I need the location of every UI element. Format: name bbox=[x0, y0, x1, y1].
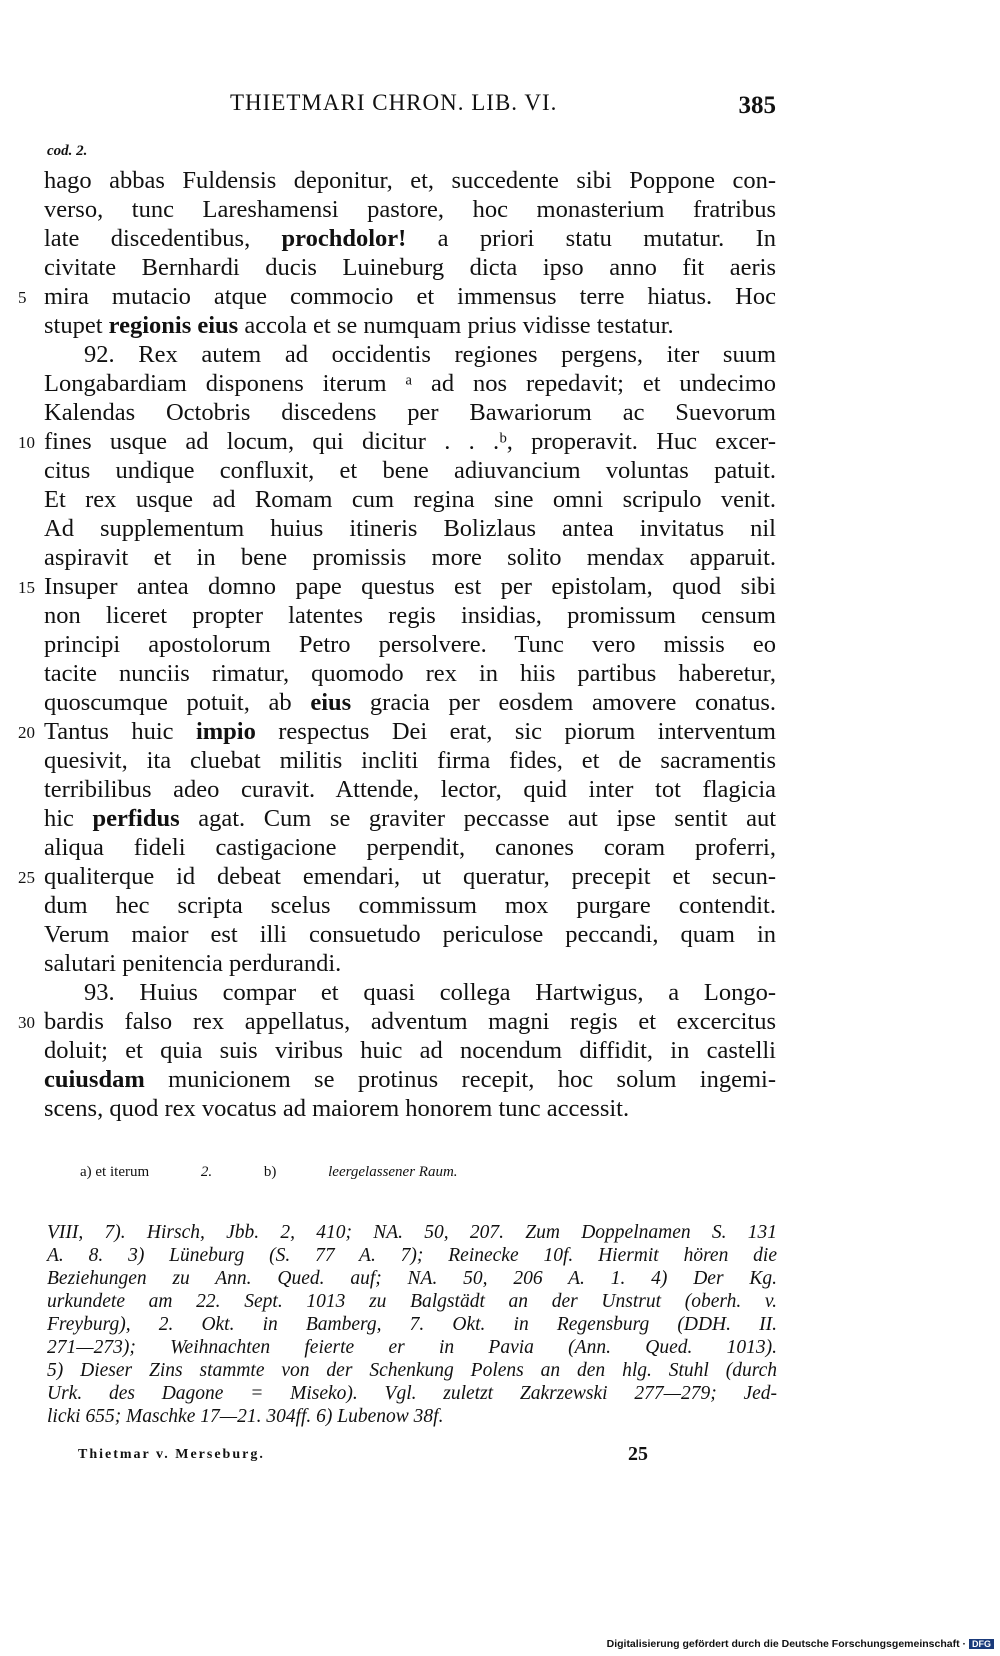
line-text: stupet regionis eius accola et se numquam prius vidisse testatur. bbox=[44, 312, 674, 339]
line-number: 30 bbox=[18, 1013, 35, 1032]
line-text: Insuper antea domno pape questus est per epistolam, quod sibi bbox=[44, 573, 776, 600]
line-text: Longabardiam disponens iterum ᵃ ad nos repedavit; et undecimo bbox=[44, 370, 776, 397]
footnote-line: A. 8. 3) Lüneburg (S. 77 A. 7); Reinecke 10f. Hiermit hören die bbox=[47, 1245, 777, 1266]
text-line bbox=[44, 340, 776, 369]
text-line bbox=[18, 427, 776, 456]
apparatus-a-label: a) et iterum bbox=[80, 1164, 150, 1180]
line-text: non liceret propter latentes regis insidias, promissum censum bbox=[44, 602, 776, 629]
text-line bbox=[44, 978, 776, 1007]
text-line bbox=[18, 1007, 776, 1036]
text-line bbox=[44, 920, 776, 949]
line-text: citus undique confluxit, et bene adiuvancium voluntas patuit. bbox=[44, 457, 776, 484]
main-text bbox=[18, 166, 776, 1123]
credit-text: Digitalisierung gefördert durch die Deutsche Forschungsgemeinschaft · bbox=[606, 1638, 966, 1650]
text-line bbox=[44, 543, 776, 572]
line-text: principi apostolorum Petro persolvere. Tunc vero missis eo bbox=[44, 631, 776, 658]
line-text: Et rex usque ad Romam cum regina sine omni scripulo venit. bbox=[44, 486, 776, 513]
line-text: mira mutacio atque commocio et immensus terre hiatus. Hoc bbox=[44, 283, 776, 310]
text-line bbox=[44, 659, 776, 688]
text-line bbox=[18, 862, 776, 891]
text-line bbox=[44, 601, 776, 630]
line-text: aspiravit et in bene promissis more solito mendax apparuit. bbox=[44, 544, 776, 571]
apparatus-b-ref: leergelassener Raum. bbox=[328, 1164, 458, 1180]
text-line bbox=[18, 282, 776, 311]
text-line bbox=[44, 804, 776, 833]
line-number: 5 bbox=[18, 288, 27, 307]
text-line bbox=[44, 311, 776, 340]
line-text: 92. Rex autem ad occidentis regiones pergens, iter suum bbox=[84, 341, 776, 368]
text-line bbox=[44, 166, 776, 195]
apparatus-a-ref: 2. bbox=[200, 1164, 213, 1180]
sheet-number: 25 bbox=[628, 1443, 648, 1465]
line-text: dum hec scripta scelus commissum mox purgare contendit. bbox=[44, 892, 776, 919]
line-text: cuiusdam municionem se protinus recepit, hoc solum ingemi- bbox=[44, 1066, 776, 1093]
apparatus-b-label: b) bbox=[263, 1164, 277, 1180]
line-number: 15 bbox=[18, 578, 35, 597]
line-text: qualiterque id debeat emendari, ut queratur, precepit et secun- bbox=[44, 863, 776, 890]
line-text: quoscumque potuit, ab eius gracia per eosdem amovere conatus. bbox=[44, 689, 776, 716]
digitization-credit bbox=[607, 1638, 994, 1650]
text-line bbox=[44, 833, 776, 862]
text-line bbox=[44, 195, 776, 224]
line-text: 93. Huius compar et quasi collega Hartwigus, a Longo- bbox=[84, 979, 776, 1006]
critical-apparatus bbox=[80, 1164, 680, 1181]
footnote-line: Urk. des Dagone = Miseko). Vgl. zuletzt Zakrzewski 277—279; Jed- bbox=[47, 1383, 777, 1404]
text-line bbox=[44, 775, 776, 804]
text-line bbox=[44, 1065, 776, 1094]
text-line bbox=[44, 514, 776, 543]
line-text: civitate Bernhardi ducis Luineburg dicta ipso anno fit aeris bbox=[44, 254, 776, 281]
line-text: hic perfidus agat. Cum se graviter peccasse aut ipse sentit aut bbox=[44, 805, 776, 832]
footnote-line: urkundete am 22. Sept. 1013 zu Balgstädt an der Unstrut (oberh. v. bbox=[47, 1291, 777, 1312]
line-text: salutari penitencia perdurandi. bbox=[44, 950, 342, 977]
footnote-line: licki 655; Maschke 17—21. 304ff. 6) Lubenow 38f. bbox=[47, 1406, 444, 1427]
line-text: Verum maior est illi consuetudo periculose peccandi, quam in bbox=[44, 921, 776, 948]
footnote-line: VIII, 7). Hirsch, Jbb. 2, 410; NA. 50, 207. Zum Doppelnamen S. 131 bbox=[47, 1222, 777, 1243]
text-line bbox=[44, 253, 776, 282]
footnote-line: Freyburg), 2. Okt. in Bamberg, 7. Okt. in Regensburg (DDH. II. bbox=[47, 1314, 777, 1335]
footnote-line: Beziehungen zu Ann. Qued. auf; NA. 50, 206 A. 1. 4) Der Kg. bbox=[47, 1268, 777, 1289]
line-text: Tantus huic impio respectus Dei erat, sic piorum interventum bbox=[44, 718, 776, 745]
line-text: aliqua fideli castigacione perpendit, canones coram proferri, bbox=[44, 834, 776, 861]
page-footer bbox=[78, 1443, 658, 1467]
line-number: 10 bbox=[18, 433, 35, 452]
line-text: hago abbas Fuldensis deponitur, et, succedente sibi Poppone con- bbox=[44, 167, 776, 194]
footnote-line: 271—273); Weihnachten feierte er in Pavia (Ann. Qued. 1013). bbox=[47, 1337, 777, 1358]
line-text: fines usque ad locum, qui dicitur . . .ᵇ, properavit. Huc excer- bbox=[44, 428, 776, 455]
text-line bbox=[44, 688, 776, 717]
line-text: tacite nunciis rimatur, quomodo rex in hiis partibus haberetur, bbox=[44, 660, 776, 687]
text-line bbox=[44, 1036, 776, 1065]
codex-note: cod. 2. bbox=[47, 143, 88, 159]
text-line bbox=[44, 630, 776, 659]
line-text: bardis falso rex appellatus, adventum magni regis et excercitus bbox=[44, 1008, 776, 1035]
line-text: Kalendas Octobris discedens per Bawariorum ac Suevorum bbox=[44, 399, 776, 426]
historical-footnotes bbox=[47, 1221, 777, 1428]
text-line bbox=[44, 369, 776, 398]
page-number: 385 bbox=[738, 92, 776, 119]
footnote-line: 5) Dieser Zins stammte von der Schenkung Polens an den hlg. Stuhl (durch bbox=[47, 1360, 777, 1381]
line-number: 25 bbox=[18, 868, 35, 887]
text-line bbox=[44, 398, 776, 427]
text-line bbox=[18, 572, 776, 601]
text-line bbox=[44, 224, 776, 253]
page-header bbox=[200, 90, 790, 130]
line-text: terribilibus adeo curavit. Attende, lector, quid inter tot flagicia bbox=[44, 776, 776, 803]
text-line bbox=[44, 746, 776, 775]
text-line bbox=[18, 717, 776, 746]
apparatus-note-b bbox=[264, 1164, 458, 1180]
running-title: THIETMARI CHRON. LIB. VI. bbox=[230, 90, 558, 115]
line-text: verso, tunc Lareshamensi pastore, hoc monasterium fratribus bbox=[44, 196, 776, 223]
text-line bbox=[44, 485, 776, 514]
text-line bbox=[44, 1094, 776, 1123]
line-text: late discedentibus, prochdolor! a priori statu mutatur. In bbox=[44, 225, 776, 252]
signature-mark: Thietmar v. Merseburg. bbox=[78, 1447, 265, 1462]
line-text: doluit; et quia suis viribus huic ad nocendum diffidit, in castelli bbox=[44, 1037, 776, 1064]
dfg-logo-icon: DFG bbox=[969, 1639, 994, 1649]
text-line bbox=[44, 891, 776, 920]
text-line bbox=[44, 456, 776, 485]
line-text: scens, quod rex vocatus ad maiorem honorem tunc accessit. bbox=[44, 1095, 630, 1122]
text-line bbox=[44, 949, 776, 978]
line-text: quesivit, ita cluebat militis incliti firma fides, et de sacramentis bbox=[44, 747, 776, 774]
line-text: Ad supplementum huius itineris Bolizlaus antea invitatus nil bbox=[44, 515, 776, 542]
line-number: 20 bbox=[18, 723, 35, 742]
apparatus-note-a bbox=[80, 1164, 212, 1180]
